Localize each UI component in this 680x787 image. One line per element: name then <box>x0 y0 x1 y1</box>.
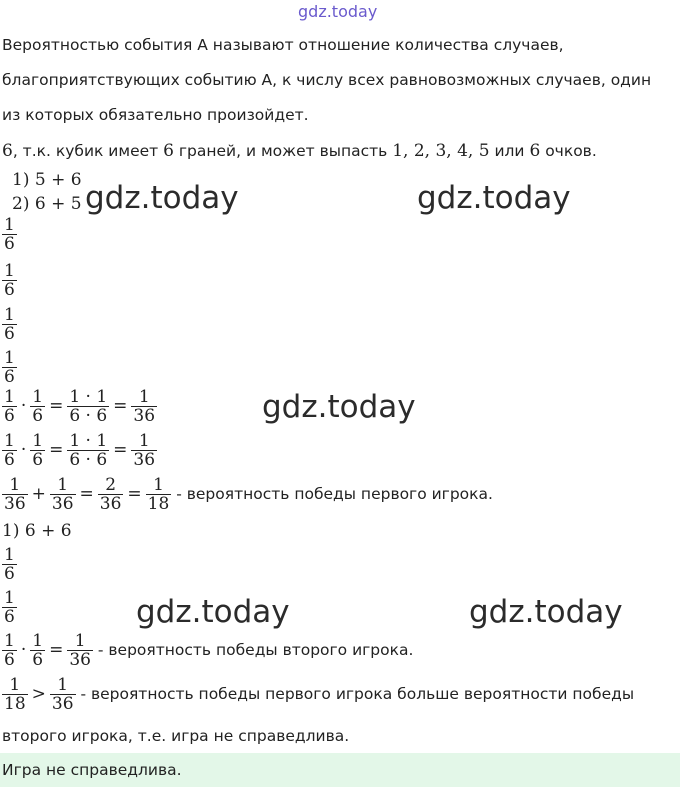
case-double-six: 1) 6 + 6 <box>2 521 72 541</box>
comparison-text: - вероятность победы первого игрока больше вероятности победы <box>75 685 635 703</box>
text-part: очков. <box>540 142 597 160</box>
numerator: 1 <box>4 588 15 608</box>
denominator: 6 <box>4 406 15 426</box>
text-part: или <box>489 142 530 160</box>
case-1: 1) 5 + 6 <box>12 170 82 190</box>
denominator: 18 <box>4 694 26 714</box>
operator: · <box>20 440 27 460</box>
fraction <box>2 546 17 583</box>
watermark: gdz.today <box>469 594 623 630</box>
operator: = <box>79 484 94 504</box>
num-six: 6 <box>163 141 174 161</box>
denominator: 36 <box>133 450 156 470</box>
numerator: 1 <box>4 545 15 565</box>
numerator: 1 <box>2 476 28 495</box>
sum-equation <box>2 476 493 513</box>
denominator: 6 <box>4 607 15 627</box>
numerator: 1 <box>67 632 93 651</box>
denominator: 6 <box>32 406 44 426</box>
fraction <box>2 216 17 253</box>
fraction <box>2 306 17 343</box>
product-equation <box>2 432 157 469</box>
operator: > <box>31 684 46 704</box>
denominator: 36 <box>69 650 91 670</box>
numerator: 1 <box>4 215 15 235</box>
operator: · <box>20 640 27 660</box>
denominator: 6 <box>4 564 15 584</box>
denominator: 6 · 6 <box>69 450 108 470</box>
case-2: 2) 6 + 5 <box>12 194 82 214</box>
operator: + <box>31 484 46 504</box>
denominator: 36 <box>51 694 74 714</box>
numerator: 1 <box>146 476 172 495</box>
comparison-continued: второго игрока, т.е. игра не справедлива. <box>2 727 350 745</box>
numerator: 1 <box>131 432 157 451</box>
operator: = <box>127 484 142 504</box>
product-equation <box>2 388 157 425</box>
watermark: gdz.today <box>85 180 239 216</box>
numerator: 1 <box>4 631 15 651</box>
watermark: gdz.today <box>417 180 571 216</box>
answer-box <box>0 753 680 787</box>
num-six: 6 <box>529 141 541 161</box>
denominator: 6 <box>4 450 15 470</box>
denominator: 6 · 6 <box>69 406 108 426</box>
numerator: 1 <box>32 387 44 407</box>
numerator: 1 <box>50 476 76 495</box>
denominator: 6 <box>4 367 15 387</box>
first-player-probability-text: - вероятность победы первого игрока. <box>171 485 493 503</box>
numerator: 2 <box>98 476 124 495</box>
operator: = <box>49 396 64 416</box>
denominator: 36 <box>133 406 156 426</box>
six-outcomes-line <box>2 141 597 161</box>
comparison <box>2 676 634 713</box>
denominator: 6 <box>32 650 44 670</box>
numerator: 1 <box>4 348 15 368</box>
numerator: 1 · 1 <box>69 431 108 451</box>
denominator: 6 <box>4 324 15 344</box>
numerator: 1 <box>2 676 28 695</box>
operator: = <box>49 640 64 660</box>
intro-line-2: благоприятствующих событию А, к числу всех равновозможных случаев, один <box>2 71 652 89</box>
watermark: gdz.today <box>262 389 416 425</box>
watermark-top: gdz.today <box>298 2 378 21</box>
operator: = <box>113 440 128 460</box>
denominator: 6 <box>4 280 15 300</box>
numerator: 1 <box>131 388 157 407</box>
numerator: 1 <box>4 305 15 325</box>
watermark: gdz.today <box>136 594 290 630</box>
intro-line-3: из которых обязательно произойдет. <box>2 106 309 124</box>
denominator: 6 <box>4 650 15 670</box>
text-part: , т.к. кубик имеет <box>12 142 164 160</box>
numerator: 1 <box>32 631 44 651</box>
operator: = <box>113 396 128 416</box>
num-six: 6 <box>2 141 13 161</box>
denominator: 36 <box>4 494 26 514</box>
intro-line-1: Вероятностью события А называют отношение количества случаев, <box>2 36 564 54</box>
operator: · <box>20 396 27 416</box>
denominator: 6 <box>4 234 15 254</box>
text-part: граней, и может выпасть <box>173 142 393 160</box>
second-player-equation <box>2 632 413 669</box>
denominator: 36 <box>99 494 122 514</box>
fraction <box>2 262 17 299</box>
answer-text: Игра не справедлива. <box>2 761 182 779</box>
second-player-probability-text: - вероятность победы второго игрока. <box>92 641 414 659</box>
numerator: 1 <box>4 261 15 281</box>
operator: = <box>49 440 64 460</box>
fraction <box>2 589 17 626</box>
numerator: 1 · 1 <box>69 387 108 407</box>
denominator: 36 <box>51 494 74 514</box>
number-list: 1, 2, 3, 4, 5 <box>392 141 490 161</box>
denominator: 6 <box>32 450 44 470</box>
numerator: 1 <box>4 431 15 451</box>
numerator: 1 <box>32 431 44 451</box>
denominator: 18 <box>147 494 170 514</box>
fraction <box>2 349 17 386</box>
numerator: 1 <box>4 387 15 407</box>
numerator: 1 <box>50 676 76 695</box>
